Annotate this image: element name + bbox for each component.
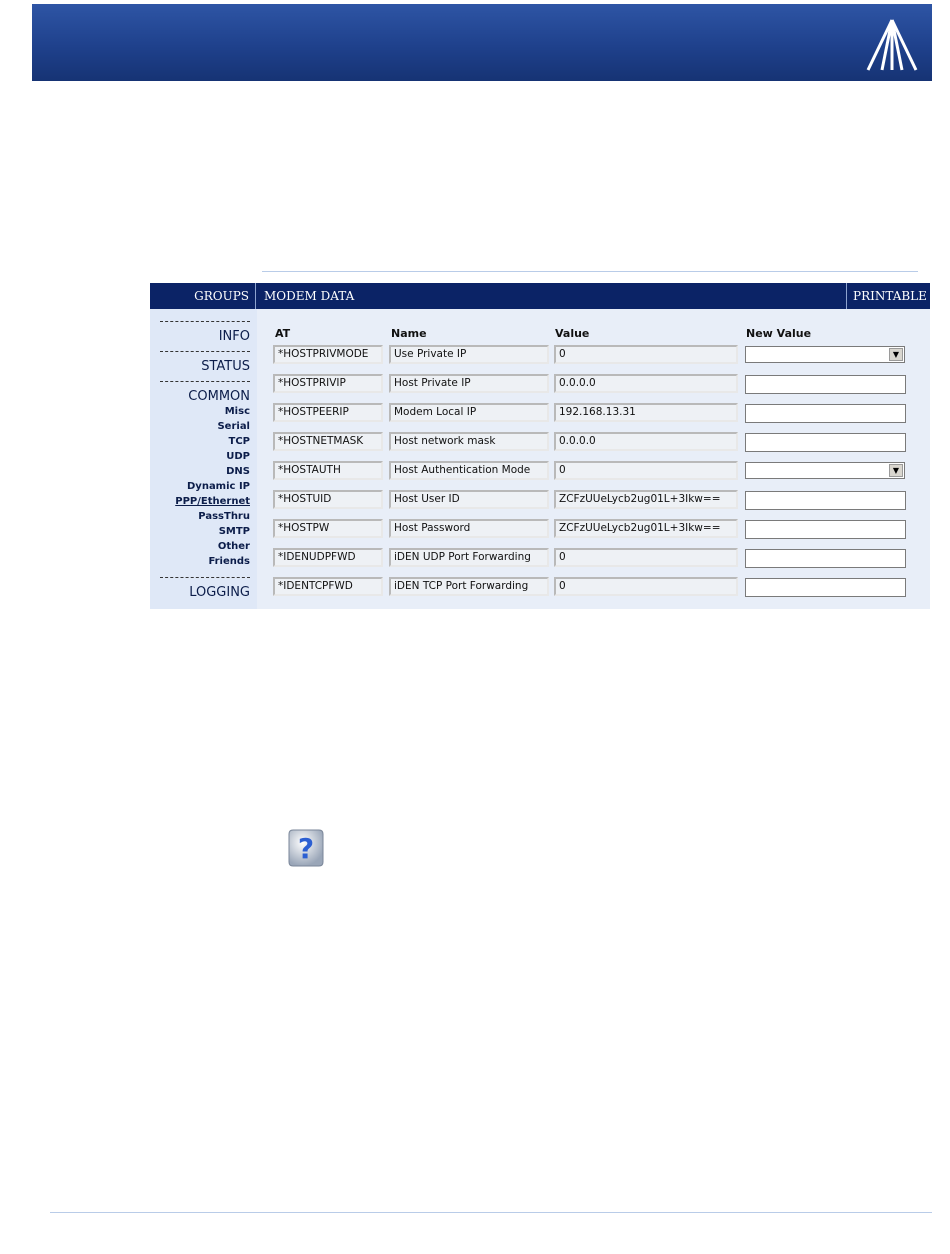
sidebar-item-serial[interactable]: Serial bbox=[217, 421, 250, 432]
name-cell: Modem Local IP bbox=[389, 403, 549, 422]
name-cell: Host Password bbox=[389, 519, 549, 538]
sidebar-item-udp[interactable]: UDP bbox=[226, 451, 250, 462]
name-cell: iDEN TCP Port Forwarding bbox=[389, 577, 549, 596]
name-cell: Use Private IP bbox=[389, 345, 549, 364]
value-cell: 0 bbox=[554, 548, 738, 567]
at-command-cell: *HOSTPRIVIP bbox=[273, 374, 383, 393]
chevron-down-icon[interactable]: ▼ bbox=[889, 348, 903, 361]
sidebar-item-friends[interactable]: Friends bbox=[208, 556, 250, 567]
at-command-cell: *HOSTUID bbox=[273, 490, 383, 509]
value-cell: ZCFzUUeLycb2ug01L+3Ikw== bbox=[554, 490, 738, 509]
sidebar-item-status[interactable]: STATUS bbox=[201, 359, 250, 374]
sidebar-item-tcp[interactable]: TCP bbox=[228, 436, 250, 447]
sidebar-item-other[interactable]: Other bbox=[217, 541, 250, 552]
new-value-select[interactable] bbox=[745, 346, 905, 363]
at-command-cell: *IDENUDPFWD bbox=[273, 548, 383, 567]
name-cell: iDEN UDP Port Forwarding bbox=[389, 548, 549, 567]
sidebar-separator bbox=[160, 577, 250, 578]
help-question-icon[interactable] bbox=[287, 826, 325, 870]
new-value-select[interactable] bbox=[745, 462, 905, 479]
value-cell: 0.0.0.0 bbox=[554, 432, 738, 451]
new-value-input[interactable] bbox=[745, 578, 906, 597]
sidebar-item-dns[interactable]: DNS bbox=[226, 466, 250, 477]
name-cell: Host Authentication Mode bbox=[389, 461, 549, 480]
chevron-down-icon[interactable]: ▼ bbox=[889, 464, 903, 477]
new-value-input[interactable] bbox=[745, 549, 906, 568]
value-cell: 192.168.13.31 bbox=[554, 403, 738, 422]
sidebar-separator bbox=[160, 351, 250, 352]
at-command-cell: *HOSTPW bbox=[273, 519, 383, 538]
value-cell: ZCFzUUeLycb2ug01L+3Ikw== bbox=[554, 519, 738, 538]
panel-header bbox=[150, 283, 940, 309]
sidebar-item-smtp[interactable]: SMTP bbox=[218, 526, 250, 537]
sidebar-item-dynamic-ip[interactable]: Dynamic IP bbox=[187, 481, 250, 492]
value-cell: 0 bbox=[554, 577, 738, 596]
airlink-logo-icon bbox=[862, 16, 922, 72]
svg-text:?: ? bbox=[297, 832, 315, 865]
new-value-input[interactable] bbox=[745, 375, 906, 394]
sidebar-item-ppp-ethernet[interactable]: PPP/Ethernet bbox=[175, 496, 250, 507]
sidebar-separator bbox=[160, 381, 250, 382]
new-value-input[interactable] bbox=[745, 491, 906, 510]
value-cell: 0 bbox=[554, 345, 738, 364]
column-header-name: Name bbox=[391, 327, 427, 340]
at-command-cell: *HOSTNETMASK bbox=[273, 432, 383, 451]
modem-data-title: MODEM DATA bbox=[264, 289, 355, 303]
top-banner bbox=[32, 4, 932, 81]
modem-data-panel bbox=[150, 283, 940, 609]
column-header-at: AT bbox=[275, 327, 291, 340]
new-value-input[interactable] bbox=[745, 520, 906, 539]
sidebar-item-logging[interactable]: LOGGING bbox=[189, 585, 250, 600]
groups-sidebar bbox=[150, 309, 256, 609]
sidebar-separator bbox=[160, 321, 250, 322]
sidebar-item-passthru[interactable]: PassThru bbox=[198, 511, 250, 522]
new-value-input[interactable] bbox=[745, 404, 906, 423]
at-command-cell: *HOSTPEERIP bbox=[273, 403, 383, 422]
at-command-cell: *HOSTPRIVMODE bbox=[273, 345, 383, 364]
value-cell: 0.0.0.0 bbox=[554, 374, 738, 393]
groups-header: GROUPS bbox=[150, 283, 256, 309]
sidebar-item-misc[interactable]: Misc bbox=[224, 406, 250, 417]
sidebar-item-info[interactable]: INFO bbox=[218, 329, 250, 344]
name-cell: Host Private IP bbox=[389, 374, 549, 393]
at-command-cell: *HOSTAUTH bbox=[273, 461, 383, 480]
new-value-input[interactable] bbox=[745, 433, 906, 452]
printable-view-link[interactable]: PRINTABLE V bbox=[846, 283, 939, 309]
column-header-value: Value bbox=[555, 327, 590, 340]
settings-table bbox=[257, 309, 930, 609]
column-header-new-value: New Value bbox=[746, 327, 812, 340]
sidebar-item-common[interactable]: COMMON bbox=[188, 389, 250, 404]
name-cell: Host User ID bbox=[389, 490, 549, 509]
at-command-cell: *IDENTCPFWD bbox=[273, 577, 383, 596]
divider-bottom bbox=[50, 1212, 932, 1213]
value-cell: 0 bbox=[554, 461, 738, 480]
name-cell: Host network mask bbox=[389, 432, 549, 451]
divider-top bbox=[262, 271, 918, 272]
